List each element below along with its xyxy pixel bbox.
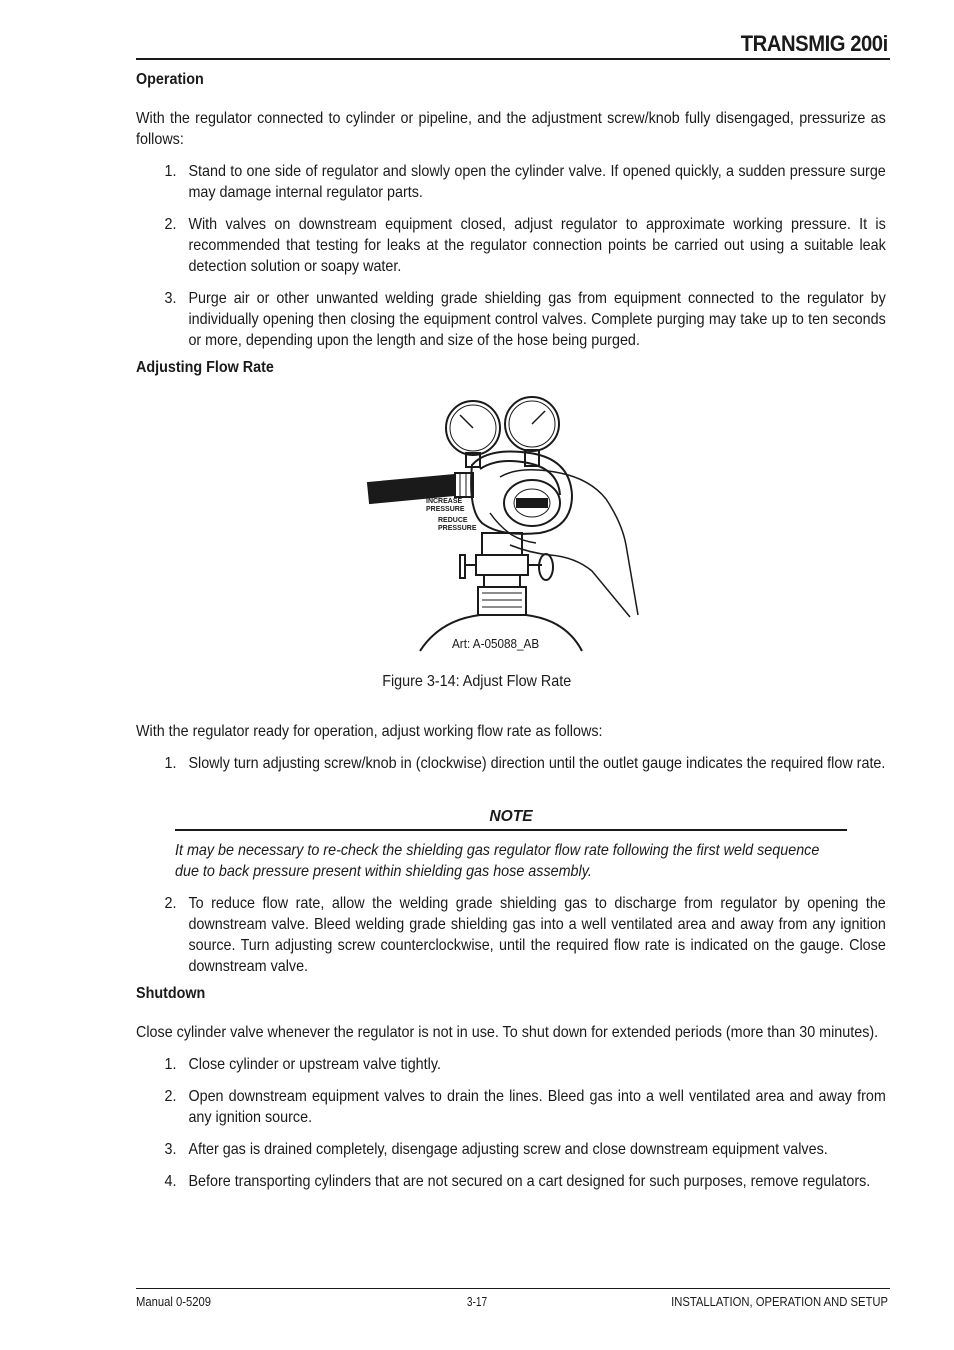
step-number: 4. bbox=[164, 1173, 177, 1190]
figure-caption-text: Figure 3-14: Adjust Flow Rate bbox=[382, 673, 572, 690]
operation-heading: Operation bbox=[136, 71, 204, 88]
increase-pressure-label-2: PRESSURE bbox=[426, 506, 465, 513]
note-box bbox=[175, 840, 847, 882]
flow-rate-step-1 bbox=[136, 753, 886, 774]
step-text: Purge air or other unwanted welding grade shielding gas from equipment connected to the regulator by individually opening then closing the equipment control valves. Complete purging may take up to ten seconds or more, depending upon the length and size of the hose being purged. bbox=[188, 290, 886, 349]
note-heading: NOTE bbox=[489, 808, 533, 825]
step-text: Close cylinder or upstream valve tightly. bbox=[188, 1056, 441, 1073]
step-number: 3. bbox=[164, 1141, 177, 1158]
shutdown-intro: Close cylinder valve whenever the regulator is not in use. To shut down for extended periods (more than 30 minutes). bbox=[136, 1024, 879, 1041]
operation-step-2 bbox=[136, 214, 886, 277]
step-text: With valves on downstream equipment closed, adjust regulator to approximate working pressure. It is recommended that testing for leaks at the regulator connection points be carried out using a suitable leak detection solution or soapy water. bbox=[188, 216, 886, 275]
regulator-drawing bbox=[360, 395, 640, 655]
manual-number: Manual 0-5209 bbox=[136, 1295, 212, 1309]
shutdown-step-3 bbox=[136, 1139, 886, 1160]
note-rule bbox=[175, 829, 847, 831]
art-reference: Art: A-05088_AB bbox=[452, 636, 540, 651]
step-text: Before transporting cylinders that are not secured on a cart designed for such purposes, remove regulators. bbox=[188, 1173, 871, 1190]
page-number-text: 3-17 bbox=[466, 1295, 488, 1309]
step-number: 3. bbox=[164, 290, 177, 307]
step-number: 1. bbox=[164, 755, 177, 772]
reduce-pressure-label-2: PRESSURE bbox=[438, 525, 477, 532]
increase-pressure-label: INCREASE bbox=[426, 498, 463, 505]
footer-rule bbox=[136, 1288, 890, 1289]
flow-rate-intro: With the regulator ready for operation, adjust working flow rate as follows: bbox=[136, 723, 603, 740]
shutdown-section bbox=[136, 893, 886, 1192]
operation-section bbox=[136, 69, 886, 378]
step-number: 2. bbox=[164, 895, 177, 912]
shutdown-heading: Shutdown bbox=[136, 985, 206, 1002]
header-rule bbox=[136, 58, 890, 60]
shutdown-step-4 bbox=[136, 1171, 886, 1192]
step-number: 1. bbox=[164, 1056, 177, 1073]
operation-step-3 bbox=[136, 288, 886, 351]
operation-step-1 bbox=[136, 161, 886, 203]
step-text: To reduce flow rate, allow the welding grade shielding gas to discharge from regulator by opening the downstream valve. Bleed welding grade shielding gas into a well ventilated area and away from any ignition source. Turn adjusting screw counterclockwise, until the required flow rate is indicated on the gauge. Close downstream valve. bbox=[188, 895, 886, 975]
flow-rate-section bbox=[136, 721, 886, 774]
shutdown-step-2 bbox=[136, 1086, 886, 1128]
note-text: It may be necessary to re-check the shielding gas regulator flow rate following the first weld sequence due to back pressure present within shielding gas hose assembly. bbox=[175, 842, 820, 880]
flow-rate-heading: Adjusting Flow Rate bbox=[136, 359, 274, 376]
figure-caption bbox=[0, 673, 954, 691]
step-text: After gas is drained completely, disengage adjusting screw and close downstream equipment valves. bbox=[188, 1141, 828, 1158]
step-text: Stand to one side of regulator and slowly open the cylinder valve. If opened quickly, a sudden pressure surge may damage internal regulator parts. bbox=[188, 163, 886, 201]
shutdown-step-1 bbox=[136, 1054, 886, 1075]
step-number: 2. bbox=[164, 216, 177, 233]
step-number: 1. bbox=[164, 163, 177, 180]
step-text: Slowly turn adjusting screw/knob in (clockwise) direction until the outlet gauge indicates the required flow rate. bbox=[188, 755, 886, 772]
product-title: TRANSMIG 200i bbox=[741, 31, 888, 56]
reduce-pressure-label: REDUCE bbox=[438, 517, 468, 524]
regulator-illustration bbox=[360, 395, 640, 655]
operation-intro: With the regulator connected to cylinder or pipeline, and the adjustment screw/knob fully disengaged, pressurize as follows: bbox=[136, 110, 886, 148]
step-number: 2. bbox=[164, 1088, 177, 1105]
section-name: INSTALLATION, OPERATION AND SETUP bbox=[671, 1295, 888, 1309]
flow-rate-step-2 bbox=[136, 893, 886, 977]
step-text: Open downstream equipment valves to drain the lines. Bleed gas into a well ventilated area and away from any ignition source. bbox=[188, 1088, 886, 1126]
